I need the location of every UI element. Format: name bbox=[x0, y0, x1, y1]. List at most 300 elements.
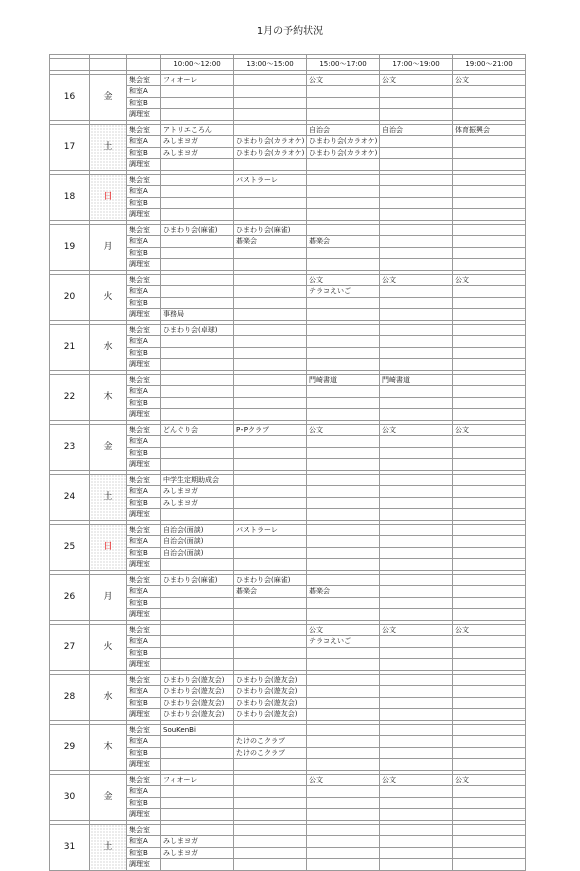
reservation-cell bbox=[234, 859, 307, 871]
reservation-cell bbox=[453, 309, 526, 321]
room-label: 調理室 bbox=[127, 559, 161, 571]
day-number: 19 bbox=[50, 224, 90, 270]
room-label: 和室A bbox=[127, 186, 161, 198]
day-number: 22 bbox=[50, 374, 90, 420]
room-label: 和室A bbox=[127, 586, 161, 598]
reservation-cell bbox=[453, 686, 526, 698]
reservation-cell bbox=[161, 186, 234, 198]
weekday-cell bbox=[90, 324, 127, 370]
reservation-cell: ひまわり会(カラオケ) bbox=[307, 136, 380, 148]
reservation-cell bbox=[234, 409, 307, 421]
reservation-cell bbox=[307, 509, 380, 521]
reservation-cell bbox=[234, 786, 307, 798]
room-label: 集会室 bbox=[127, 674, 161, 686]
room-label: 和室A bbox=[127, 836, 161, 848]
reservation-table bbox=[49, 54, 526, 871]
reservation-cell bbox=[307, 397, 380, 409]
reservation-cell bbox=[161, 386, 234, 398]
reservation-cell: 事務局 bbox=[161, 309, 234, 321]
reservation-cell bbox=[380, 647, 453, 659]
day-number: 17 bbox=[50, 124, 90, 170]
reservation-cell: 自治会 bbox=[380, 124, 453, 136]
room-label: 集会室 bbox=[127, 274, 161, 286]
room-label: 集会室 bbox=[127, 624, 161, 636]
reservation-cell bbox=[234, 159, 307, 171]
reservation-cell bbox=[234, 309, 307, 321]
reservation-cell bbox=[380, 286, 453, 298]
reservation-cell bbox=[234, 197, 307, 209]
reservation-cell bbox=[234, 274, 307, 286]
room-label: 集会室 bbox=[127, 574, 161, 586]
reservation-cell bbox=[453, 436, 526, 448]
reservation-cell bbox=[307, 459, 380, 471]
reservation-cell: ひまわり会(遊友会) bbox=[234, 686, 307, 698]
reservation-cell bbox=[380, 474, 453, 486]
reservation-cell bbox=[161, 397, 234, 409]
reservation-cell bbox=[453, 397, 526, 409]
reservation-cell bbox=[234, 497, 307, 509]
weekday-label: 火 bbox=[103, 291, 113, 302]
weekday-label: 月 bbox=[103, 241, 113, 252]
reservation-cell bbox=[307, 674, 380, 686]
reservation-cell bbox=[307, 186, 380, 198]
reservation-cell bbox=[380, 509, 453, 521]
reservation-cell: ひまわり会(麻雀) bbox=[234, 574, 307, 586]
room-label: 和室A bbox=[127, 686, 161, 698]
reservation-cell bbox=[234, 609, 307, 621]
reservation-cell bbox=[453, 724, 526, 736]
day-number: 20 bbox=[50, 274, 90, 320]
reservation-cell bbox=[161, 259, 234, 271]
room-label: 調理室 bbox=[127, 109, 161, 121]
reservation-cell: たけのこクラブ bbox=[234, 747, 307, 759]
reservation-cell bbox=[380, 697, 453, 709]
reservation-cell bbox=[453, 236, 526, 248]
reservation-cell bbox=[161, 374, 234, 386]
reservation-cell bbox=[453, 136, 526, 148]
day-number: 23 bbox=[50, 424, 90, 470]
time-slot-header: 10:00～12:00 bbox=[161, 59, 234, 71]
reservation-cell: たけのこクラブ bbox=[234, 736, 307, 748]
reservation-cell: 公文 bbox=[453, 74, 526, 86]
reservation-cell bbox=[453, 186, 526, 198]
room-label: 和室A bbox=[127, 236, 161, 248]
reservation-cell bbox=[161, 809, 234, 821]
table-row bbox=[50, 274, 526, 286]
day-number: 26 bbox=[50, 574, 90, 620]
reservation-cell bbox=[453, 336, 526, 348]
reservation-cell: フィオーレ bbox=[161, 74, 234, 86]
reservation-cell bbox=[380, 447, 453, 459]
reservation-cell: ひまわり会(カラオケ) bbox=[307, 147, 380, 159]
reservation-cell bbox=[380, 686, 453, 698]
reservation-cell bbox=[234, 847, 307, 859]
reservation-cell bbox=[307, 647, 380, 659]
reservation-cell bbox=[161, 236, 234, 248]
reservation-cell bbox=[380, 147, 453, 159]
reservation-cell bbox=[453, 574, 526, 586]
reservation-cell: 公文 bbox=[307, 424, 380, 436]
reservation-cell: P･Pクラブ bbox=[234, 424, 307, 436]
reservation-cell bbox=[380, 559, 453, 571]
reservation-cell bbox=[380, 636, 453, 648]
reservation-cell: 公文 bbox=[307, 274, 380, 286]
reservation-cell bbox=[380, 597, 453, 609]
reservation-cell bbox=[307, 747, 380, 759]
table-row bbox=[50, 424, 526, 436]
reservation-cell: どんぐり会 bbox=[161, 424, 234, 436]
reservation-cell bbox=[307, 809, 380, 821]
reservation-cell bbox=[307, 197, 380, 209]
reservation-cell: ひまわり会(遊友会) bbox=[161, 674, 234, 686]
weekday-label: 土 bbox=[103, 841, 113, 852]
reservation-cell bbox=[453, 174, 526, 186]
room-label: 集会室 bbox=[127, 174, 161, 186]
reservation-cell bbox=[307, 597, 380, 609]
weekday-label: 土 bbox=[103, 141, 113, 152]
reservation-cell bbox=[380, 359, 453, 371]
day-number: 18 bbox=[50, 174, 90, 220]
weekday-cell bbox=[90, 474, 127, 520]
day-number: 31 bbox=[50, 824, 90, 870]
room-label: 和室B bbox=[127, 97, 161, 109]
reservation-cell: ひまわり会(遊友会) bbox=[161, 697, 234, 709]
weekday-label: 月 bbox=[103, 591, 113, 602]
room-label: 調理室 bbox=[127, 309, 161, 321]
reservation-cell: 自治会(面談) bbox=[161, 547, 234, 559]
reservation-cell bbox=[234, 647, 307, 659]
reservation-cell bbox=[380, 247, 453, 259]
reservation-cell bbox=[307, 659, 380, 671]
room-label: 和室A bbox=[127, 536, 161, 548]
reservation-cell bbox=[453, 109, 526, 121]
reservation-cell bbox=[161, 597, 234, 609]
reservation-cell bbox=[161, 336, 234, 348]
room-label: 和室A bbox=[127, 736, 161, 748]
reservation-cell bbox=[234, 809, 307, 821]
reservation-cell: 公文 bbox=[453, 274, 526, 286]
reservation-cell bbox=[380, 174, 453, 186]
room-label: 和室B bbox=[127, 647, 161, 659]
reservation-cell bbox=[380, 524, 453, 536]
reservation-cell bbox=[234, 824, 307, 836]
reservation-cell bbox=[453, 786, 526, 798]
reservation-cell: ひまわり会(麻雀) bbox=[161, 574, 234, 586]
reservation-cell bbox=[380, 847, 453, 859]
reservation-cell: 公文 bbox=[453, 774, 526, 786]
reservation-cell bbox=[234, 436, 307, 448]
reservation-cell bbox=[307, 547, 380, 559]
reservation-cell bbox=[453, 586, 526, 598]
reservation-cell bbox=[380, 259, 453, 271]
reservation-cell bbox=[161, 209, 234, 221]
room-label: 和室B bbox=[127, 397, 161, 409]
reservation-cell bbox=[234, 624, 307, 636]
weekday-cell bbox=[90, 524, 127, 570]
reservation-cell bbox=[307, 209, 380, 221]
reservation-cell bbox=[307, 574, 380, 586]
reservation-cell bbox=[453, 359, 526, 371]
weekday-cell bbox=[90, 224, 127, 270]
reservation-cell bbox=[161, 174, 234, 186]
room-label: 和室A bbox=[127, 636, 161, 648]
room-label: 和室B bbox=[127, 847, 161, 859]
reservation-cell bbox=[380, 186, 453, 198]
weekday-label: 土 bbox=[103, 491, 113, 502]
reservation-cell bbox=[380, 386, 453, 398]
reservation-cell bbox=[453, 836, 526, 848]
room-label: 集会室 bbox=[127, 474, 161, 486]
reservation-cell bbox=[161, 286, 234, 298]
reservation-cell bbox=[161, 436, 234, 448]
room-label: 集会室 bbox=[127, 324, 161, 336]
reservation-cell bbox=[453, 97, 526, 109]
reservation-cell bbox=[161, 609, 234, 621]
reservation-cell bbox=[307, 259, 380, 271]
reservation-cell: 公文 bbox=[307, 774, 380, 786]
reservation-cell bbox=[453, 636, 526, 648]
reservation-cell bbox=[234, 397, 307, 409]
reservation-cell bbox=[380, 459, 453, 471]
time-slot-header: 15:00～17:00 bbox=[307, 59, 380, 71]
room-label: 集会室 bbox=[127, 74, 161, 86]
reservation-cell bbox=[380, 347, 453, 359]
reservation-cell: ひまわり会(麻雀) bbox=[234, 224, 307, 236]
reservation-cell bbox=[453, 797, 526, 809]
room-label: 和室B bbox=[127, 247, 161, 259]
reservation-cell bbox=[161, 659, 234, 671]
reservation-cell bbox=[307, 847, 380, 859]
reservation-cell bbox=[380, 209, 453, 221]
reservation-cell bbox=[453, 536, 526, 548]
room-label: 和室A bbox=[127, 86, 161, 98]
reservation-cell bbox=[380, 86, 453, 98]
reservation-cell bbox=[380, 709, 453, 721]
reservation-cell bbox=[161, 159, 234, 171]
reservation-cell: 公文 bbox=[453, 424, 526, 436]
reservation-cell bbox=[161, 736, 234, 748]
reservation-cell bbox=[380, 309, 453, 321]
reservation-cell bbox=[307, 297, 380, 309]
room-label: 和室B bbox=[127, 547, 161, 559]
reservation-cell bbox=[161, 747, 234, 759]
reservation-cell bbox=[161, 409, 234, 421]
weekday-label: 木 bbox=[103, 741, 113, 752]
reservation-cell bbox=[380, 224, 453, 236]
reservation-cell bbox=[453, 159, 526, 171]
reservation-cell bbox=[307, 336, 380, 348]
reservation-cell bbox=[234, 536, 307, 548]
reservation-cell bbox=[453, 147, 526, 159]
reservation-cell bbox=[453, 809, 526, 821]
reservation-cell bbox=[380, 409, 453, 421]
reservation-cell bbox=[161, 459, 234, 471]
reservation-cell bbox=[234, 297, 307, 309]
day-number: 16 bbox=[50, 74, 90, 120]
reservation-cell bbox=[380, 609, 453, 621]
reservation-cell bbox=[380, 197, 453, 209]
reservation-cell bbox=[380, 747, 453, 759]
reservation-cell bbox=[161, 859, 234, 871]
weekday-cell bbox=[90, 374, 127, 420]
reservation-cell bbox=[453, 197, 526, 209]
reservation-cell bbox=[453, 736, 526, 748]
reservation-cell: 公文 bbox=[307, 74, 380, 86]
reservation-cell: ひまわり会(遊友会) bbox=[234, 674, 307, 686]
reservation-cell bbox=[453, 374, 526, 386]
reservation-cell: 公文 bbox=[380, 424, 453, 436]
room-label: 和室B bbox=[127, 447, 161, 459]
reservation-cell bbox=[453, 747, 526, 759]
reservation-cell bbox=[307, 224, 380, 236]
reservation-cell bbox=[307, 536, 380, 548]
reservation-cell bbox=[380, 497, 453, 509]
reservation-cell bbox=[234, 836, 307, 848]
table-row bbox=[50, 824, 526, 836]
room-label: 和室B bbox=[127, 747, 161, 759]
reservation-cell: みしまヨガ bbox=[161, 497, 234, 509]
weekday-cell bbox=[90, 424, 127, 470]
reservation-cell: テラコえいご bbox=[307, 636, 380, 648]
room-label: 和室A bbox=[127, 336, 161, 348]
table-row bbox=[50, 324, 526, 336]
reservation-cell bbox=[234, 797, 307, 809]
reservation-cell bbox=[234, 374, 307, 386]
reservation-cell bbox=[453, 659, 526, 671]
reservation-cell bbox=[307, 447, 380, 459]
room-label: 和室A bbox=[127, 786, 161, 798]
reservation-cell bbox=[453, 709, 526, 721]
table-row bbox=[50, 374, 526, 386]
reservation-cell bbox=[453, 297, 526, 309]
weekday-cell bbox=[90, 574, 127, 620]
reservation-cell bbox=[453, 286, 526, 298]
reservation-cell bbox=[380, 724, 453, 736]
reservation-cell bbox=[380, 824, 453, 836]
weekday-label: 日 bbox=[103, 191, 113, 202]
day-number: 28 bbox=[50, 674, 90, 720]
room-label: 調理室 bbox=[127, 159, 161, 171]
room-label: 調理室 bbox=[127, 609, 161, 621]
reservation-cell bbox=[453, 824, 526, 836]
room-label: 和室B bbox=[127, 197, 161, 209]
room-label: 和室A bbox=[127, 386, 161, 398]
reservation-cell bbox=[307, 759, 380, 771]
table-row bbox=[50, 124, 526, 136]
reservation-cell bbox=[234, 247, 307, 259]
reservation-cell: 中学生定期助成会 bbox=[161, 474, 234, 486]
reservation-cell bbox=[453, 409, 526, 421]
reservation-cell bbox=[453, 486, 526, 498]
reservation-cell bbox=[234, 186, 307, 198]
day-number: 21 bbox=[50, 324, 90, 370]
reservation-cell bbox=[307, 797, 380, 809]
reservation-cell: アトリエころん bbox=[161, 124, 234, 136]
reservation-cell: 自治会(面談) bbox=[161, 536, 234, 548]
reservation-cell bbox=[453, 474, 526, 486]
reservation-cell bbox=[307, 686, 380, 698]
reservation-cell bbox=[307, 859, 380, 871]
time-slot-header-row bbox=[50, 59, 526, 71]
reservation-cell: 公文 bbox=[380, 274, 453, 286]
reservation-cell bbox=[234, 636, 307, 648]
weekday-cell bbox=[90, 124, 127, 170]
room-label: 調理室 bbox=[127, 259, 161, 271]
table-row bbox=[50, 474, 526, 486]
reservation-cell bbox=[234, 109, 307, 121]
reservation-cell: 公文 bbox=[380, 624, 453, 636]
reservation-cell bbox=[234, 597, 307, 609]
reservation-cell: ひまわり会(遊友会) bbox=[161, 686, 234, 698]
reservation-cell bbox=[307, 836, 380, 848]
reservation-cell bbox=[234, 86, 307, 98]
weekday-cell bbox=[90, 674, 127, 720]
room-label: 調理室 bbox=[127, 859, 161, 871]
reservation-cell: みしまヨガ bbox=[161, 836, 234, 848]
reservation-cell bbox=[307, 786, 380, 798]
reservation-cell: 自治会(面談) bbox=[161, 524, 234, 536]
reservation-cell bbox=[453, 674, 526, 686]
reservation-cell bbox=[453, 259, 526, 271]
reservation-cell bbox=[234, 124, 307, 136]
reservation-cell bbox=[453, 847, 526, 859]
reservation-cell bbox=[234, 659, 307, 671]
reservation-cell bbox=[307, 436, 380, 448]
reservation-cell bbox=[307, 309, 380, 321]
room-label: 調理室 bbox=[127, 709, 161, 721]
room-label: 調理室 bbox=[127, 459, 161, 471]
reservation-cell bbox=[453, 609, 526, 621]
reservation-cell bbox=[380, 836, 453, 848]
reservation-cell bbox=[453, 209, 526, 221]
reservation-cell bbox=[307, 247, 380, 259]
reservation-cell: ひまわり会(カラオケ) bbox=[234, 136, 307, 148]
reservation-cell bbox=[234, 347, 307, 359]
page-title: 1月の予約状況 bbox=[256, 26, 324, 37]
room-label: 調理室 bbox=[127, 409, 161, 421]
reservation-cell: 公文 bbox=[453, 624, 526, 636]
reservation-cell bbox=[380, 324, 453, 336]
reservation-cell bbox=[307, 697, 380, 709]
reservation-cell bbox=[453, 386, 526, 398]
reservation-cell bbox=[453, 759, 526, 771]
room-label: 調理室 bbox=[127, 509, 161, 521]
weekday-cell bbox=[90, 174, 127, 220]
room-label: 集会室 bbox=[127, 774, 161, 786]
reservation-cell: みしまヨガ bbox=[161, 486, 234, 498]
reservation-cell: ひまわり会(カラオケ) bbox=[234, 147, 307, 159]
reservation-cell bbox=[453, 697, 526, 709]
reservation-cell bbox=[307, 824, 380, 836]
reservation-cell bbox=[234, 447, 307, 459]
reservation-cell bbox=[234, 386, 307, 398]
reservation-cell bbox=[380, 809, 453, 821]
reservation-cell bbox=[161, 347, 234, 359]
day-number: 25 bbox=[50, 524, 90, 570]
reservation-cell bbox=[234, 74, 307, 86]
room-label: 調理室 bbox=[127, 809, 161, 821]
time-slot-header: 19:00～21:00 bbox=[453, 59, 526, 71]
reservation-cell: ひまわり会(遊友会) bbox=[161, 709, 234, 721]
reservation-cell bbox=[161, 297, 234, 309]
reservation-cell bbox=[307, 709, 380, 721]
weekday-cell bbox=[90, 624, 127, 670]
reservation-cell bbox=[453, 559, 526, 571]
reservation-cell bbox=[234, 509, 307, 521]
reservation-cell bbox=[307, 497, 380, 509]
reservation-cell bbox=[307, 609, 380, 621]
reservation-cell bbox=[453, 459, 526, 471]
